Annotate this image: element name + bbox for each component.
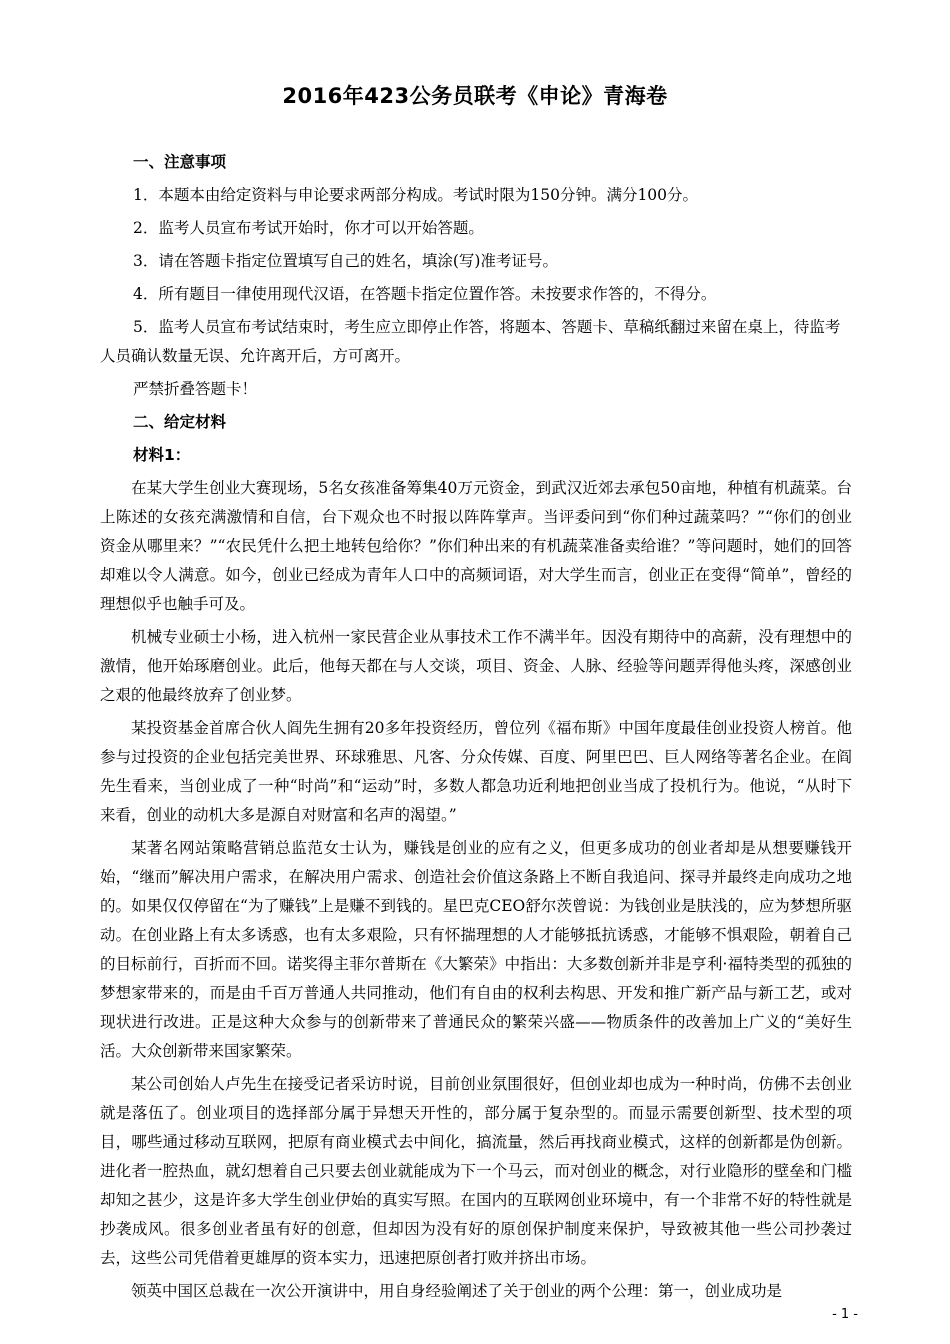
notice-item: 5．监考人员宣布考试结束时，考生应立即停止作答，将题本、答题卡、草稿纸翻过来留在桌上，待监考人员确认数量无误、允许离开后，方可离开。: [100, 318, 841, 365]
material-paragraph: 机械专业硕士小杨，进入杭州一家民营企业从事技术工作不满半年。因没有期待中的高薪，没有理想中的激情，他开始琢磨创业。此后，他每天都在与人交谈，项目、资金、人脉、经验等问题弄得他头疼，深感创业之艰的他最终放弃了创业梦。: [100, 628, 852, 704]
notice-item: 1．本题本由给定资料与申论要求两部分构成。考试时限为150分钟。满分100分。: [133, 186, 699, 204]
material-paragraph: 某投资基金首席合伙人阎先生拥有20多年投资经历，曾位列《福布斯》中国年度最佳创业投资人榜首。他参与过投资的企业包括完美世界、环球雅思、凡客、分众传媒、百度、阿里巴巴、巨人网络等著名企业。在阎先生看来，当创业成了一种“时尚”和“运动”时，多数人都急功近利地把创业当成了投机行为。他说，“从时下来看，创业的动机大多是源自对财富和名声的渴望。”: [100, 719, 852, 824]
warning-text: 严禁折叠答题卡！: [133, 380, 258, 398]
notice-item: 2．监考人员宣布考试开始时，你才可以开始答题。: [133, 219, 484, 237]
material-label: 材料1：: [133, 446, 191, 464]
section-heading-materials: 二、给定材料: [133, 413, 227, 431]
material-paragraph: 领英中国区总裁在一次公开演讲中，用自身经验阐述了关于创业的两个公理：第一，创业成功是: [131, 1282, 783, 1300]
page-number: - 1 -: [832, 1307, 858, 1322]
document-body: [100, 148, 852, 1310]
section-heading-notice: 一、注意事项: [133, 153, 227, 171]
document-title: 2016年423公务员联考《申论》青海卷: [282, 84, 668, 108]
material-paragraph: 在某大学生创业大赛现场，5名女孩准备筹集40万元资金，到武汉近郊去承包50亩地，种植有机蔬菜。台上陈述的女孩充满激情和自信，台下观众也不时报以阵阵掌声。当评委问到“你们种过蔬菜吗？”“你们的创业资金从哪里来？”“农民凭什么把土地转包给你？”你们种出来的有机蔬菜准备卖给谁？”等问题时，她们的回答却难以令人满意。如今，创业已经成为青年人口中的高频词语，对大学生而言，创业正在变得“简单”，曾经的理想似乎也触手可及。: [100, 479, 852, 613]
material-paragraph: 某公司创始人卢先生在接受记者采访时说，目前创业氛围很好，但创业却也成为一种时尚，仿佛不去创业就是落伍了。创业项目的选择部分属于异想天开性的，部分属于复杂型的。而显示需要创新型、技术型的项目，哪些通过移动互联网，把原有商业模式去中间化，搞流量，然后再找商业模式，这样的创新都是伪创新。进化者一腔热血，就幻想着自己只要去创业就能成为下一个马云，而对创业的概念，对行业隐形的壁垒和门槛却知之甚少，这是许多大学生创业伊始的真实写照。在国内的互联网创业环境中，有一个非常不好的特性就是抄袭成风。很多创业者虽有好的创意，但却因为没有好的原创保护制度来保护，导致被其他一些公司抄袭过去，这些公司凭借着更雄厚的资本实力，迅速把原创者打败并挤出市场。: [100, 1075, 852, 1267]
material-paragraph: 某著名网站策略营销总监范女士认为，赚钱是创业的应有之义，但更多成功的创业者却是从想要赚钱开始，“继而”解决用户需求，在解决用户需求、创造社会价值这条路上不断自我追问、探寻并最终走向成功之地的。如果仅仅停留在“为了赚钱”上是赚不到钱的。星巴克CEO舒尔茨曾说：为钱创业是肤浅的，应为梦想所驱动。在创业路上有太多诱惑，也有太多艰险，只有怀揣理想的人才能够抵抗诱惑，才能够不惧艰险，朝着自己的目标前行，百折而不回。诺奖得主菲尔普斯在《大繁荣》中指出：大多数创新并非是亨利·福特类型的孤独的梦想家带来的，而是由千百万普通人共同推动，他们有自由的权利去构思、开发和推广新产品与新工艺，或对现状进行改进。正是这种大众参与的创新带来了普通民众的繁荣兴盛——物质条件的改善加上广义的“美好生活。大众创新带来国家繁荣。: [100, 839, 852, 1060]
notice-item: 4．所有题目一律使用现代汉语，在答题卡指定位置作答。未按要求作答的，不得分。: [133, 285, 717, 303]
notice-item: 3．请在答题卡指定位置填写自己的姓名，填涂(写)准考证号。: [133, 252, 558, 270]
